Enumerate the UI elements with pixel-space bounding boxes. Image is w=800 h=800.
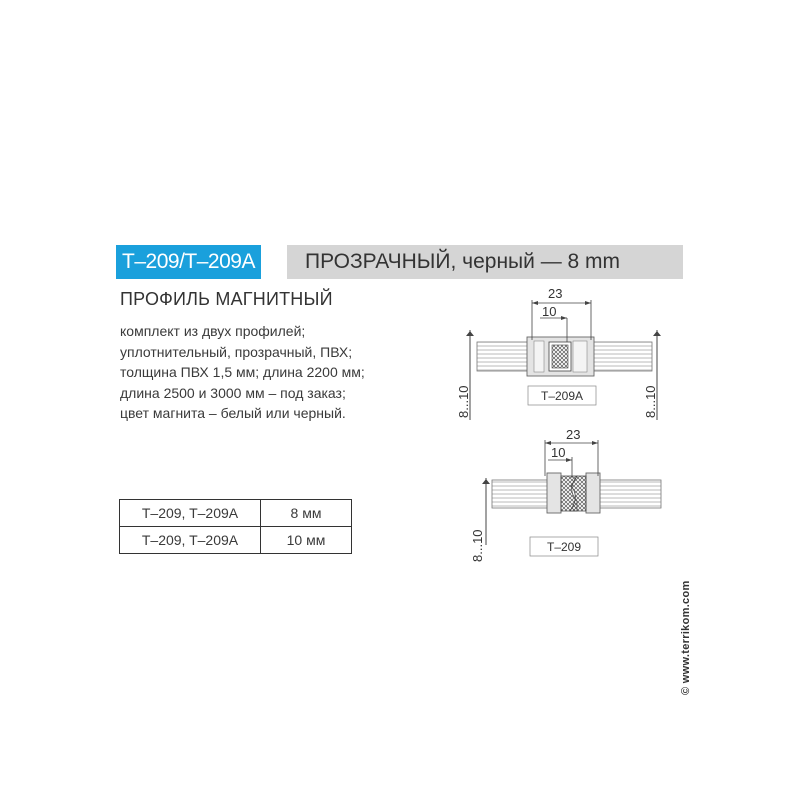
dim-total-bottom: 23: [566, 427, 581, 442]
dim-thickness-top-right: 8...10: [643, 385, 658, 418]
product-code-badge: T–209/T–209A: [116, 245, 261, 279]
table-cell-model: T–209, T–209A: [120, 527, 261, 554]
dim-total-top: 23: [548, 286, 563, 301]
description-line: уплотнительный, прозрачный, ПВХ;: [120, 343, 353, 360]
product-title: ПРОФИЛЬ МАГНИТНЫЙ: [120, 289, 333, 309]
description-line: комплект из двух профилей;: [120, 323, 306, 339]
label-t209a: T–209A: [540, 389, 584, 403]
description-line: цвет магнита – белый или черный.: [120, 405, 346, 421]
table-cell-model: T–209, T–209A: [120, 500, 261, 527]
label-t209: T–209: [546, 540, 582, 554]
drawing-t209: [482, 440, 661, 545]
dim-inner-top: 10: [542, 304, 557, 319]
color-spec-bar: ПРОЗРАЧНЫЙ, черный — 8 mm: [287, 245, 683, 279]
dim-inner-bottom: 10: [551, 445, 566, 460]
description-line: длина 2500 и 3000 мм – под заказ;: [120, 384, 346, 401]
dim-thickness-bottom: 8...10: [470, 529, 485, 562]
watermark: © www.terrikom.com: [680, 580, 692, 695]
table-cell-thickness: 8 мм: [261, 500, 352, 527]
table-cell-thickness: 10 мм: [261, 527, 352, 554]
description-line: толщина ПВХ 1,5 мм; длина 2200 мм;: [120, 364, 365, 380]
dim-thickness-top-left: 8...10: [456, 385, 471, 418]
